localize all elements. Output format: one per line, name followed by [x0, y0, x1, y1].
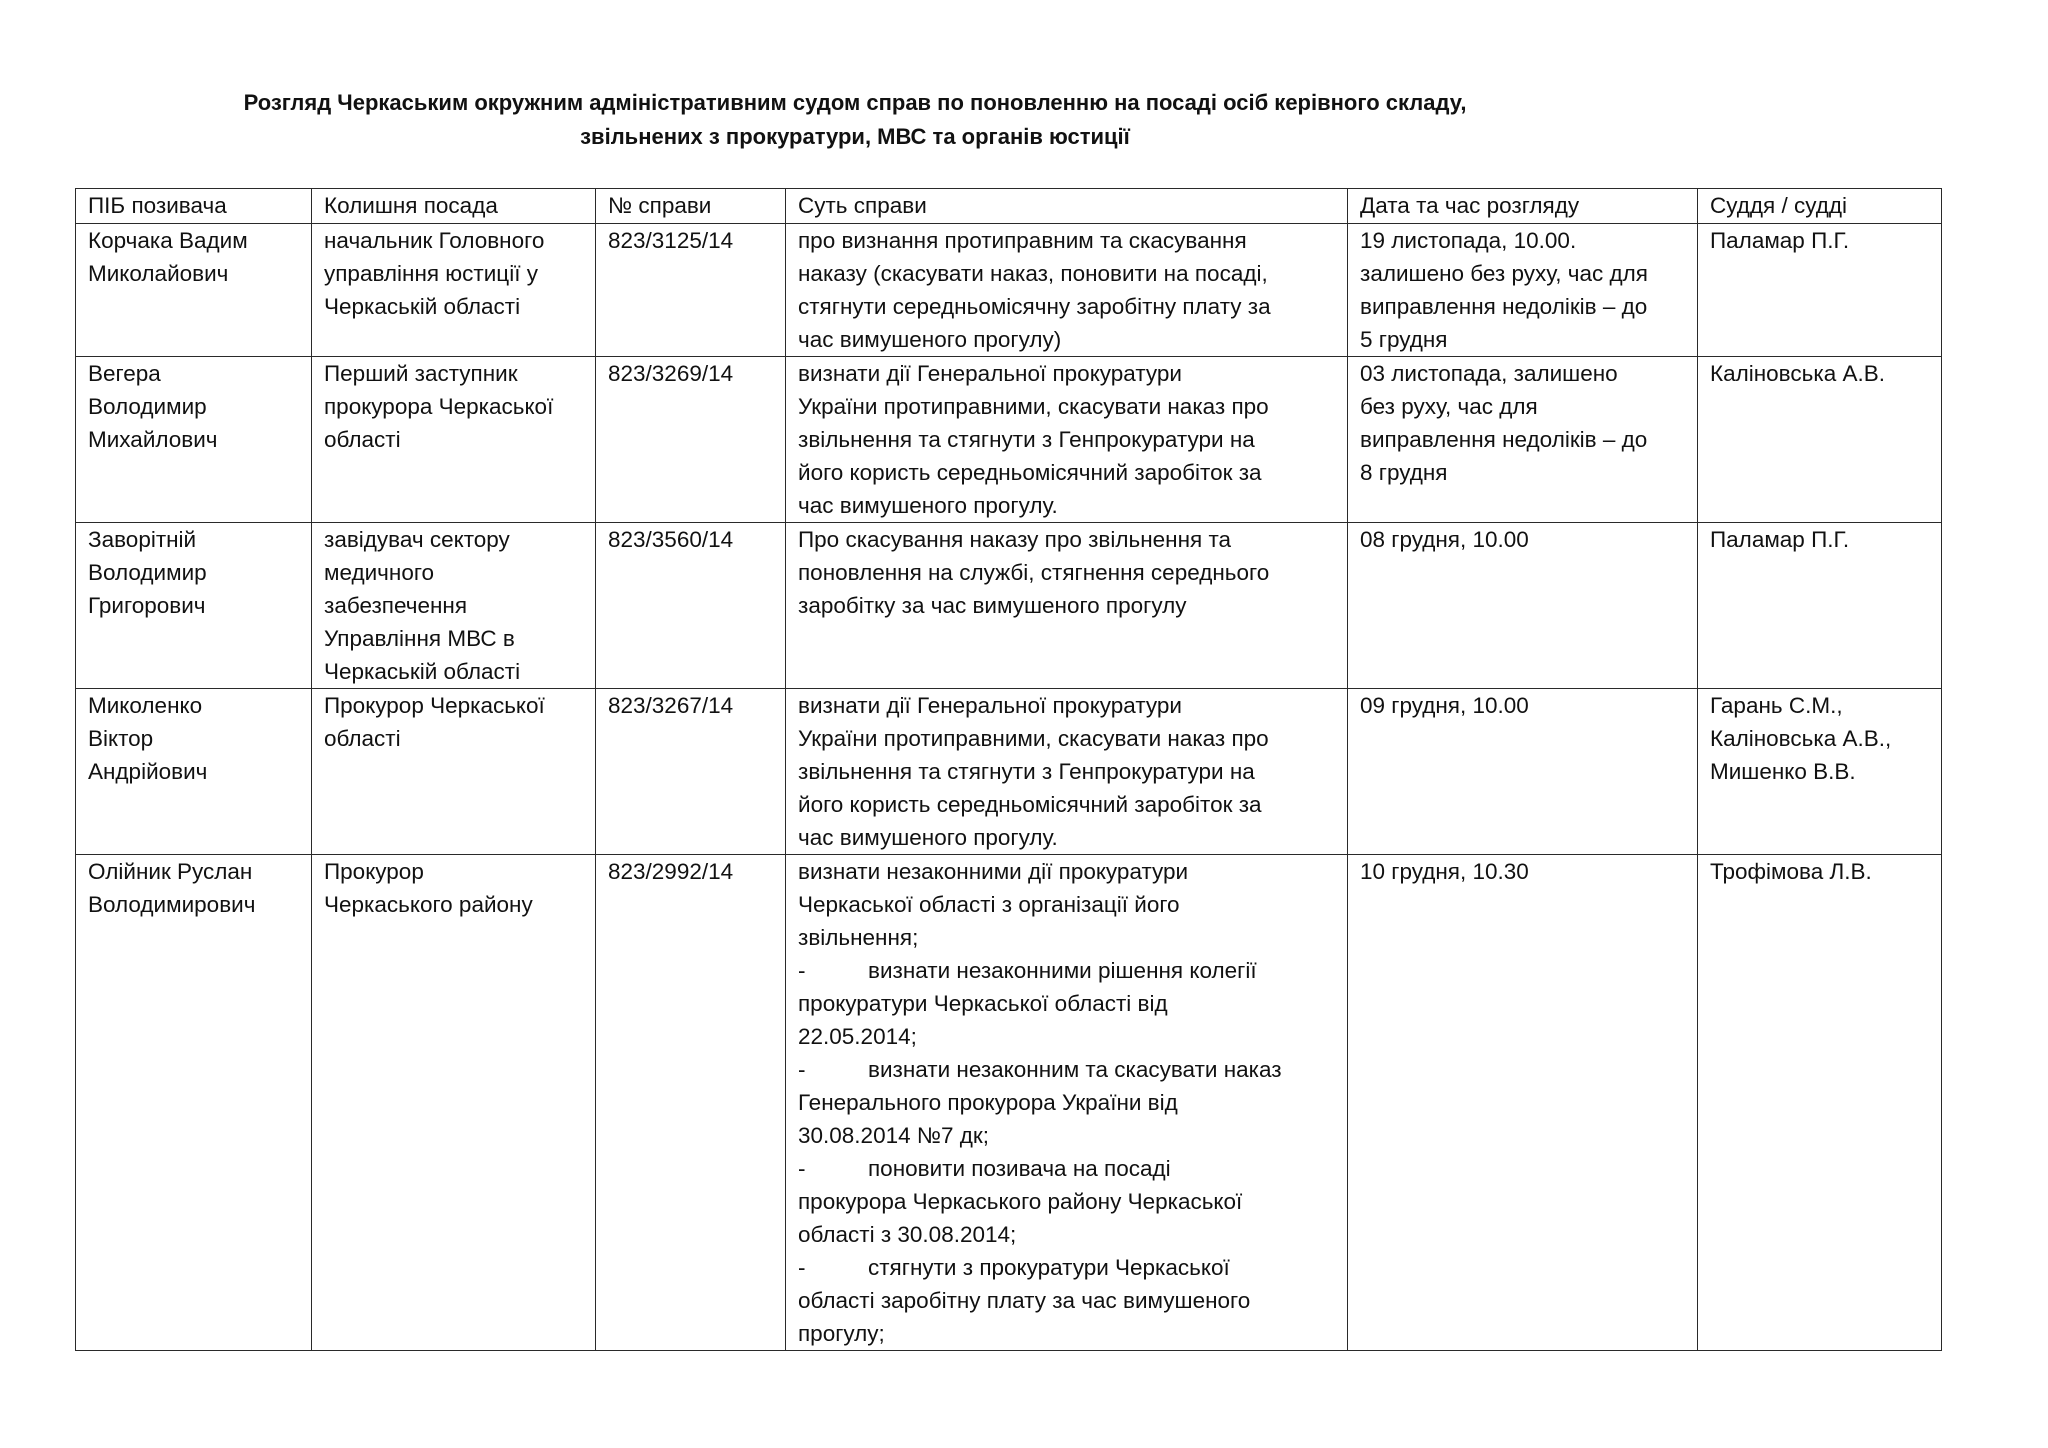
text-line: Миколайович [88, 261, 229, 286]
cell-case-essence [786, 689, 1348, 855]
cell-judges [1698, 357, 1942, 523]
text-line: Олійник Руслан [88, 859, 253, 884]
cell-case-essence [786, 224, 1348, 357]
text-line: Перший заступник [324, 361, 518, 386]
text-line: час вимушеного прогулу. [798, 825, 1058, 850]
text-line: заробітку за час вимушеного прогулу [798, 593, 1187, 618]
text-line: Прокурор Черкаської [324, 693, 545, 718]
dash-marker: - [798, 1057, 806, 1082]
text-line: Про скасування наказу про звільнення та [798, 527, 1232, 552]
text-line: час вимушеного прогулу) [798, 327, 1062, 352]
cell-former-position [312, 523, 596, 689]
text-line: визнати дії Генеральної прокуратури [798, 693, 1182, 718]
list-item [798, 954, 1337, 987]
page-title-line-1: Розгляд Черкаським окружним адміністративним судом справ по поновленню на посаді осіб керівного складу, [243, 90, 1467, 115]
text-line: стягнути середньомісячну заробітну плату за [798, 294, 1271, 319]
cell-plaintiff-name [76, 523, 312, 689]
cell-former-position [312, 224, 596, 357]
text-line: Михайлович [88, 427, 218, 452]
cell-judges [1698, 689, 1942, 855]
text-line: залишено без руху, час для [1360, 261, 1648, 286]
text-line: наказу (скасувати наказ, поновити на посаді, [798, 261, 1268, 286]
text-line: управління юстиції у [324, 261, 538, 286]
cell-plaintiff-name [76, 357, 312, 523]
header-hearing-date: Дата та час розгляду [1348, 189, 1698, 224]
text-line: Трофімова Л.В. [1710, 859, 1872, 884]
cell-former-position [312, 855, 596, 1351]
text-line: Паламар П.Г. [1710, 228, 1850, 253]
cell-judges [1698, 224, 1942, 357]
text-line: 8 грудня [1360, 460, 1448, 485]
text-line: Мишенко В.В. [1710, 759, 1856, 784]
header-plaintiff-name: ПІБ позивача [76, 189, 312, 224]
text-line: Черкаській області [324, 659, 521, 684]
cell-case-number: 823/3267/14 [596, 689, 786, 855]
text-line: області з 30.08.2014; [798, 1222, 1017, 1247]
list-item-text: визнати незаконними рішення колегії [868, 958, 1257, 983]
text-line: Корчака Вадим [88, 228, 248, 253]
cell-hearing-date [1348, 523, 1698, 689]
text-line: про визнання протиправним та скасування [798, 228, 1247, 253]
text-line: прокурора Черкаського району Черкаської [798, 1189, 1243, 1214]
text-line: області заробітну плату за час вимушеного [798, 1288, 1251, 1313]
text-line: 22.05.2014; [798, 1024, 917, 1049]
text-line: звільнення та стягнути з Генпрокуратури на [798, 427, 1255, 452]
text-line: визнати незаконними дії прокуратури [798, 859, 1189, 884]
cell-plaintiff-name [76, 224, 312, 357]
list-item [798, 1152, 1337, 1185]
cell-judges [1698, 855, 1942, 1351]
dash-marker: - [798, 1255, 806, 1280]
cell-judges [1698, 523, 1942, 689]
text-line: області [324, 427, 401, 452]
text-line: поновлення на службі, стягнення середнього [798, 560, 1270, 585]
text-line: Віктор [88, 726, 154, 751]
table-header-row [76, 189, 1942, 224]
text-line: звільнення; [798, 925, 919, 950]
text-line: Гарань С.М., [1710, 693, 1843, 718]
cell-former-position [312, 689, 596, 855]
list-item [798, 1251, 1337, 1284]
text-line: визнати дії Генеральної прокуратури [798, 361, 1182, 386]
cell-case-number: 823/2992/14 [596, 855, 786, 1351]
table-row [76, 855, 1942, 1351]
list-item-text: визнати незаконним та скасувати наказ [868, 1057, 1282, 1082]
text-line: Вегера [88, 361, 161, 386]
text-line: Каліновська А.В., [1710, 726, 1892, 751]
text-line: 30.08.2014 №7 дк; [798, 1123, 989, 1148]
header-case-number: № справи [596, 189, 786, 224]
cases-table [75, 188, 1942, 1351]
text-line: України протиправними, скасувати наказ про [798, 726, 1269, 751]
text-line: час вимушеного прогулу. [798, 493, 1058, 518]
text-line: області [324, 726, 401, 751]
page-title [0, 86, 1710, 154]
text-line: виправлення недоліків – до [1360, 427, 1648, 452]
text-line: завідувач сектору [324, 527, 510, 552]
list-item-text: стягнути з прокуратури Черкаської [868, 1255, 1230, 1280]
table-row [76, 689, 1942, 855]
text-line: медичного [324, 560, 435, 585]
cell-plaintiff-name [76, 855, 312, 1351]
text-line: Черкаській області [324, 294, 521, 319]
list-item [798, 1053, 1337, 1086]
page-title-line-2: звільнених з прокуратури, МВС та органів юстиції [580, 124, 1130, 149]
header-former-position: Колишня посада [312, 189, 596, 224]
table-row [76, 224, 1942, 357]
table-row [76, 523, 1942, 689]
text-line: Каліновська А.В. [1710, 361, 1885, 386]
text-line: прокуратури Черкаської області від [798, 991, 1168, 1016]
dash-marker: - [798, 958, 806, 983]
cell-plaintiff-name [76, 689, 312, 855]
text-line: Генерального прокурора України від [798, 1090, 1178, 1115]
header-case-essence: Суть справи [786, 189, 1348, 224]
text-line: Черкаської області з організації його [798, 892, 1180, 917]
text-line: Прокурор [324, 859, 424, 884]
cell-hearing-date [1348, 855, 1698, 1351]
text-line: прокурора Черкаської [324, 394, 554, 419]
cell-case-essence [786, 523, 1348, 689]
cell-hearing-date [1348, 689, 1698, 855]
text-line: забезпечення [324, 593, 468, 618]
text-line: Паламар П.Г. [1710, 527, 1850, 552]
text-line: Черкаського району [324, 892, 533, 917]
text-line: Володимирович [88, 892, 256, 917]
list-item-text: поновити позивача на посаді [868, 1156, 1171, 1181]
text-line: Володимир [88, 394, 207, 419]
table-row [76, 357, 1942, 523]
cell-hearing-date [1348, 224, 1698, 357]
text-line: Управління МВС в [324, 626, 515, 651]
text-line: 03 листопада, залишено [1360, 361, 1618, 386]
cell-case-number: 823/3269/14 [596, 357, 786, 523]
text-line: Заворітній [88, 527, 197, 552]
text-line: звільнення та стягнути з Генпрокуратури на [798, 759, 1255, 784]
text-line: Андрійович [88, 759, 208, 784]
dash-marker: - [798, 1156, 806, 1181]
text-line: Григорович [88, 593, 206, 618]
text-line: без руху, час для [1360, 394, 1538, 419]
text-line: начальник Головного [324, 228, 545, 253]
text-line: його користь середньомісячний заробіток за [798, 460, 1262, 485]
text-line: Володимир [88, 560, 207, 585]
cell-former-position [312, 357, 596, 523]
text-line: 5 грудня [1360, 327, 1448, 352]
text-line: 08 грудня, 10.00 [1360, 527, 1529, 552]
cell-hearing-date [1348, 357, 1698, 523]
text-line: 19 листопада, 10.00. [1360, 228, 1577, 253]
cell-case-number: 823/3560/14 [596, 523, 786, 689]
text-line: 09 грудня, 10.00 [1360, 693, 1529, 718]
cell-case-number: 823/3125/14 [596, 224, 786, 357]
text-line: Миколенко [88, 693, 203, 718]
text-line: України протиправними, скасувати наказ про [798, 394, 1269, 419]
header-judges: Суддя / судді [1698, 189, 1942, 224]
cell-case-essence [786, 357, 1348, 523]
text-line: 10 грудня, 10.30 [1360, 859, 1529, 884]
cell-case-essence [786, 855, 1348, 1351]
text-line: прогулу; [798, 1321, 885, 1346]
text-line: виправлення недоліків – до [1360, 294, 1648, 319]
text-line: його користь середньомісячний заробіток за [798, 792, 1262, 817]
